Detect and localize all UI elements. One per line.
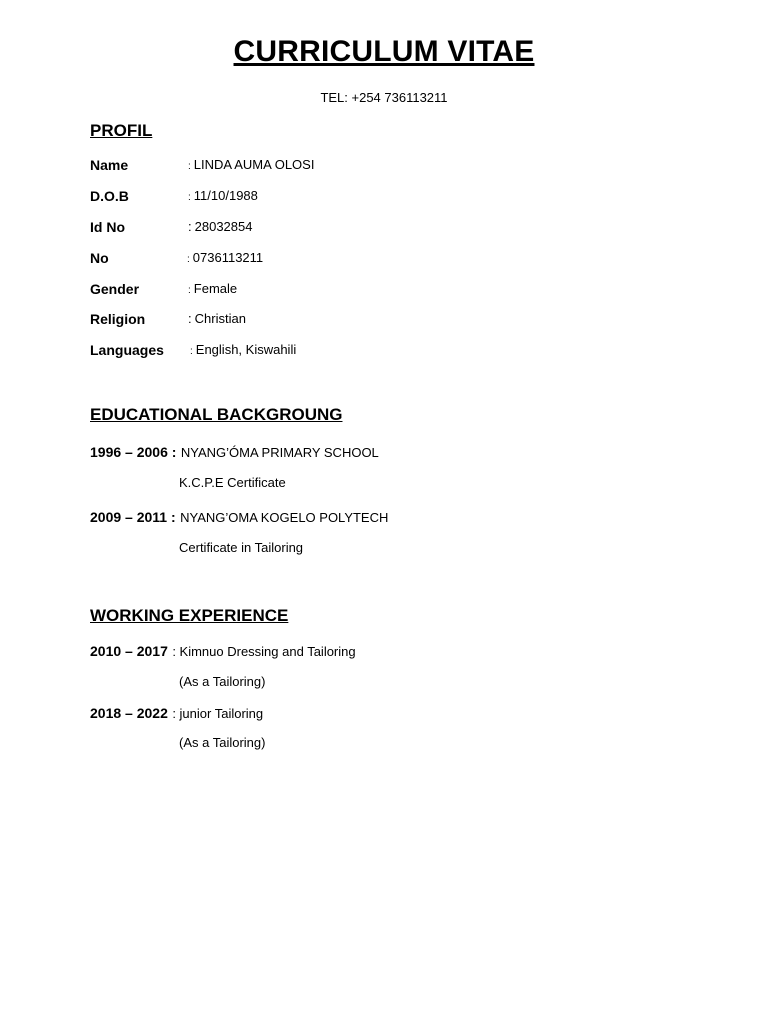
education-detail: K.C.P.E Certificate [179, 475, 286, 490]
work-employer: : Kimnuo Dressing and Tailoring [172, 644, 356, 659]
languages-value: English, Kiswahili [195, 342, 297, 357]
profile-value-religion: : Christian [188, 311, 246, 326]
education-detail: Certificate in Tailoring [179, 540, 304, 555]
profile-value-dob: : 11/10/1988 [188, 188, 258, 203]
telephone-line: TEL: +254 736113211 [320, 90, 448, 105]
religion-value: Christian [194, 311, 246, 326]
education-heading: EDUCATIONAL BACKGROUNG [90, 405, 343, 424]
profile-label-languages: Languages [90, 342, 164, 358]
profile-label-religion: Religion [90, 311, 146, 327]
number-value: 0736113211 [192, 250, 264, 265]
cv-title: CURRICULUM VITAE [233, 35, 535, 68]
profile-value-name: : LINDA AUMA OLOSI [188, 157, 315, 172]
profile-label-number: No [90, 250, 109, 266]
work-role: (As a Tailoring) [179, 735, 266, 750]
education-school: NYANG’OMA KOGELO POLYTECH [180, 510, 389, 525]
profile-heading: PROFIL [90, 121, 153, 140]
education-school: NYANG’ÓMA PRIMARY SCHOOL [180, 445, 379, 460]
profile-value-gender: : Female [188, 281, 238, 296]
work-entry [90, 703, 263, 723]
profile-label-dob: D.O.B [90, 188, 129, 204]
profile-value-number: : 0736113211 [187, 250, 264, 265]
education-entry [90, 507, 388, 527]
id-value: 28032854 [194, 219, 253, 234]
work-entry [90, 641, 356, 661]
education-entry [90, 442, 379, 462]
name-value: LINDA AUMA OLOSI [193, 157, 315, 172]
work-range: 2018 – 2022 [90, 705, 168, 721]
work-heading: WORKING EXPERIENCE [90, 606, 289, 625]
gender-value: Female [193, 281, 238, 296]
education-range: 2009 – 2011 : [90, 509, 176, 525]
work-range: 2010 – 2017 [90, 643, 168, 659]
work-employer: : junior Tailoring [172, 706, 264, 721]
profile-label-id: Id No [90, 219, 125, 235]
profile-value-id: : 28032854 [188, 219, 253, 234]
profile-label-gender: Gender [90, 281, 140, 297]
profile-value-languages: : English, Kiswahili [190, 342, 297, 357]
dob-value: 11/10/1988 [193, 188, 258, 203]
profile-label-name: Name [90, 157, 129, 173]
work-role: (As a Tailoring) [179, 674, 266, 689]
education-range: 1996 – 2006 : [90, 444, 177, 460]
